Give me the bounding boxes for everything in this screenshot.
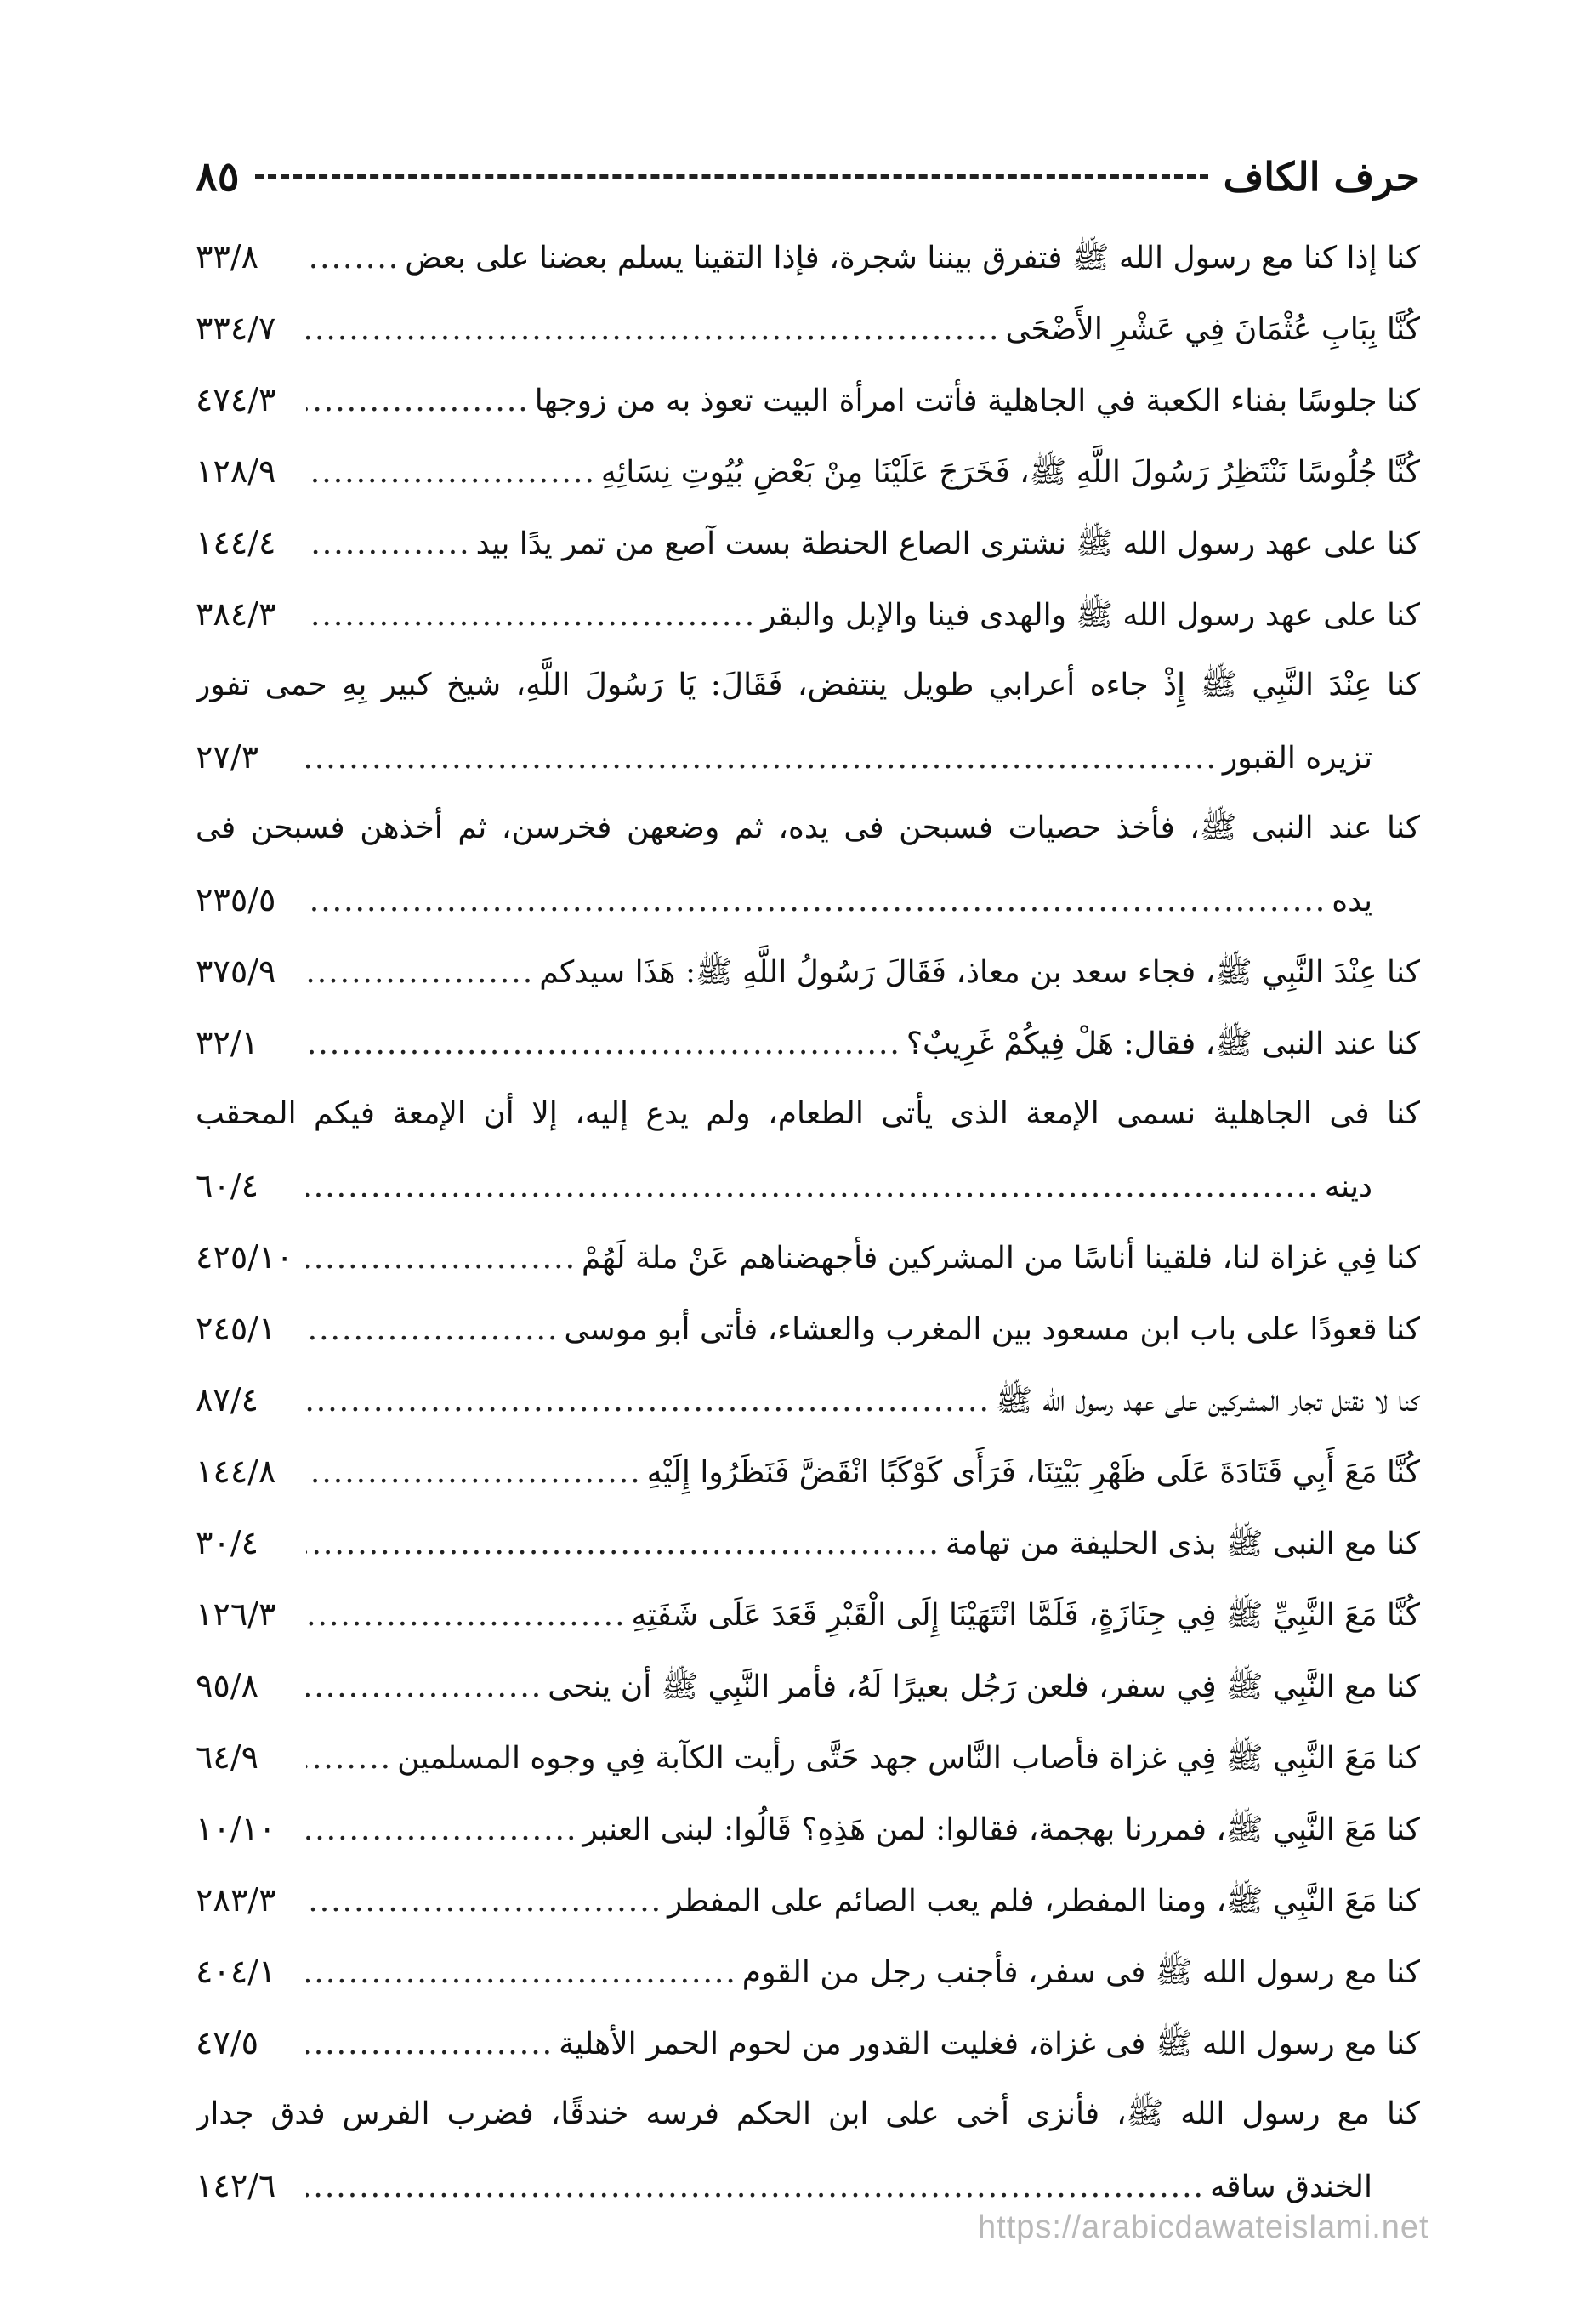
entry-reference: ٣٨٤/٣ bbox=[196, 595, 276, 633]
dot-leader bbox=[306, 1366, 996, 1436]
entry-reference: ١٠/١٠ bbox=[196, 1810, 276, 1847]
dot-leader bbox=[306, 1866, 667, 1936]
header-divider bbox=[255, 174, 1208, 179]
dot-leader bbox=[306, 723, 1223, 793]
entry-text: كنا إذا كنا مع رسول الله ﷺ فتفرق بيننا شجرة، فإذا التقينا يسلم بعضنا على بعض bbox=[405, 241, 1420, 276]
dot-leader bbox=[306, 1009, 906, 1078]
entry-line bbox=[196, 1007, 1420, 1078]
dot-leader bbox=[306, 437, 601, 507]
index-entry bbox=[196, 435, 1420, 507]
dot-leader bbox=[306, 1723, 397, 1793]
index-entry bbox=[196, 1436, 1420, 1507]
dot-leader bbox=[306, 1580, 632, 1650]
index-entry bbox=[196, 1864, 1420, 1936]
entry-reference: ٢٣٥/٥ bbox=[196, 881, 276, 918]
dot-leader bbox=[306, 866, 1332, 935]
entry-text: كُنَّا مَعَ أَبِي قَتَادَةَ عَلَى ظَهْرِ بَيْتِنَا، فَرَأَى كَوْكَبًا انْقَضَّ فَنَظَرُوا إِلَيْهِ bbox=[646, 1455, 1420, 1490]
entry-text: كنا مع رسول الله ﷺ، فأنزى أخى على ابن الحكم فرسه خندقًا، فضرب الفرس فدق جدار bbox=[196, 2096, 1420, 2131]
dot-leader bbox=[306, 223, 405, 293]
entry-line bbox=[196, 364, 1420, 435]
dot-leader bbox=[306, 2009, 559, 2078]
entry-reference: ٣٣/٨ bbox=[196, 238, 259, 276]
index-entry bbox=[196, 935, 1420, 1007]
entry-text: كنا مَعَ النَّبِي ﷺ، ومنا المفطر، فلم يعب الصائم على المفطر bbox=[667, 1884, 1420, 1919]
dot-leader bbox=[306, 1294, 564, 1364]
dot-leader bbox=[306, 366, 535, 435]
dot-leader bbox=[306, 1937, 742, 2007]
entry-line bbox=[196, 2078, 1420, 2150]
dot-leader bbox=[306, 937, 539, 1007]
dot-leader bbox=[306, 1437, 647, 1507]
entry-line bbox=[196, 507, 1420, 578]
entry-reference: ١٤٤/٨ bbox=[196, 1453, 276, 1490]
entry-reference: ١٤٢/٦ bbox=[196, 2167, 276, 2204]
entry-reference: ٩٥/٨ bbox=[196, 1667, 259, 1704]
index-entry bbox=[196, 793, 1420, 935]
entry-text: كنا عند النبى ﷺ، فقال: هَلْ فِيكُمْ غَرِيبٌ؟ bbox=[906, 1026, 1420, 1061]
entry-text: كُنَّا جُلُوسًا نَنْتَظِرُ رَسُولَ اللَّهِ ﷺ، فَخَرَجَ عَلَيْنَا مِنْ بَعْضِ بُيُوتِ نِسَائِهِ bbox=[600, 455, 1420, 490]
entry-text: كُنَّا مَعَ النَّبِيِّ ﷺ فِي جِنَازَةٍ، فَلَمَّا انْتَهَيْنَا إِلَى الْقَبْرِ قَعَدَ عَلَى شَفَتِهِ bbox=[631, 1598, 1420, 1633]
entry-text: كنا مع النَّبِي ﷺ فِي سفر، فلعن رَجُل بعيرًا لَهُ، فأمر النَّبِي ﷺ أن ينحى bbox=[548, 1669, 1420, 1704]
entry-reference: ١٢٦/٣ bbox=[196, 1595, 276, 1633]
entry-text: كنا مَعَ النَّبِي ﷺ، فمررنا بهجمة، فقالوا: لمن هَذِهِ؟ قَالُوا: لبنى العنبر bbox=[582, 1812, 1420, 1847]
page-number: ٨٥ bbox=[196, 153, 240, 201]
entry-text: كنا مع رسول الله ﷺ فى سفر، فأجنب رجل من القوم bbox=[741, 1955, 1420, 1990]
dot-leader bbox=[306, 1652, 548, 1721]
index-entry bbox=[196, 650, 1420, 793]
dot-leader bbox=[306, 509, 476, 578]
entry-text: دينه bbox=[1324, 1169, 1372, 1204]
index-entry bbox=[196, 578, 1420, 650]
page-header bbox=[196, 153, 1420, 213]
entry-line bbox=[196, 1150, 1420, 1221]
entry-line bbox=[196, 935, 1420, 1007]
dot-leader bbox=[306, 1794, 582, 1864]
entry-reference: ٢٨٣/٣ bbox=[196, 1881, 276, 1919]
index-entry bbox=[196, 221, 1420, 293]
index-entry bbox=[196, 1721, 1420, 1793]
entry-line bbox=[196, 1221, 1420, 1293]
page bbox=[196, 153, 1420, 2221]
entry-line bbox=[196, 650, 1420, 721]
entry-reference: ١٤٤/٤ bbox=[196, 524, 276, 561]
entry-line bbox=[196, 1864, 1420, 1936]
index-entry bbox=[196, 364, 1420, 435]
entry-line bbox=[196, 864, 1420, 935]
entry-reference: ٢٧/٣ bbox=[196, 738, 259, 776]
entry-line bbox=[196, 1293, 1420, 1364]
entry-text: كنا فى الجاهلية نسمى الإمعة الذى يأتى الطعام، ولم يدع إليه، إلا أن الإمعة فيكم المحقب bbox=[196, 1096, 1420, 1131]
entry-line bbox=[196, 793, 1420, 864]
entry-text: كنا قعودًا على باب ابن مسعود بين المغرب والعشاء، فأتى أبو موسى bbox=[564, 1312, 1420, 1347]
entry-text: كنا عِنْدَ النَّبِي ﷺ إِذْ جاءه أعرابي طويل ينتفض، فَقَالَ: يَا رَسُولَ اللَّهِ، شيخ كبير بِهِ حمى تفور bbox=[196, 668, 1420, 702]
index-entry bbox=[196, 2078, 1420, 2221]
entry-line bbox=[196, 221, 1420, 293]
entry-line bbox=[196, 1936, 1420, 2007]
entry-text: كنا لا نقتل تجار المشركين على عهد رسول الله ﷺ bbox=[995, 1384, 1420, 1419]
entry-reference: ٤٢٥/١٠ bbox=[196, 1238, 293, 1276]
entry-reference: ٢٤٥/١ bbox=[196, 1310, 276, 1347]
dot-leader bbox=[306, 1509, 946, 1578]
entry-text: تزيره القبور bbox=[1222, 741, 1372, 776]
entry-reference: ٣٧٥/٩ bbox=[196, 952, 276, 990]
entry-line bbox=[196, 435, 1420, 507]
index-entry bbox=[196, 1578, 1420, 1650]
dot-leader bbox=[306, 580, 761, 650]
entry-line bbox=[196, 1436, 1420, 1507]
entry-line bbox=[196, 1507, 1420, 1578]
section-title: حرف الكاف bbox=[1223, 154, 1420, 200]
index-entry bbox=[196, 1078, 1420, 1221]
dot-leader bbox=[306, 1151, 1325, 1221]
index-entry bbox=[196, 2007, 1420, 2078]
entry-line bbox=[196, 293, 1420, 364]
entry-line bbox=[196, 1650, 1420, 1721]
entry-line bbox=[196, 578, 1420, 650]
index-entry bbox=[196, 1007, 1420, 1078]
entry-text: كُنَّا بِبَابِ عُثْمَانَ فِي عَشْرِ الأَضْحَى bbox=[1005, 312, 1420, 347]
index-entry bbox=[196, 1936, 1420, 2007]
entry-reference: ١٢٨/٩ bbox=[196, 452, 276, 490]
index-entry bbox=[196, 1293, 1420, 1364]
entry-text: الخندق ساقه bbox=[1210, 2169, 1372, 2204]
entry-text: كنا على عهد رسول الله ﷺ والهدى فينا والإبل والبقر bbox=[761, 598, 1420, 633]
entry-reference: ٣٠/٤ bbox=[196, 1524, 259, 1561]
entry-text: كنا مَعَ النَّبِي ﷺ فِي غزاة فأصاب النَّاس جهد حَتَّى رأيت الكآبة فِي وجوه المسلمين bbox=[397, 1741, 1420, 1776]
entry-text: كنا مع النبى ﷺ بذى الحليفة من تهامة bbox=[945, 1527, 1420, 1561]
index-entries bbox=[196, 221, 1420, 2221]
index-entry bbox=[196, 1507, 1420, 1578]
entry-line bbox=[196, 1721, 1420, 1793]
entry-reference: ٣٣٤/٧ bbox=[196, 310, 276, 347]
entry-text: كنا على عهد رسول الله ﷺ نشترى الصاع الحنطة بست آصع من تمر يدًا بيد bbox=[475, 526, 1420, 561]
entry-text: كنا فِي غزاة لنا، فلقينا أناسًا من المشركين فأجهضناهم عَنْ ملة لَهُمْ bbox=[582, 1241, 1420, 1276]
entry-text: كنا عند النبى ﷺ، فأخذ حصيات فسبحن فى يده، ثم وضعهن فخرسن، ثم أخذهن فسبحن فى bbox=[196, 810, 1420, 845]
entry-line bbox=[196, 721, 1420, 793]
entry-text: كنا عِنْدَ النَّبِي ﷺ، فجاء سعد بن معاذ، فَقَالَ رَسُولُ اللَّهِ ﷺ: هَذَا سيدكم bbox=[539, 955, 1420, 990]
index-entry bbox=[196, 1221, 1420, 1293]
index-entry bbox=[196, 1650, 1420, 1721]
watermark: https://arabicdawateislami.net bbox=[978, 2209, 1429, 2245]
entry-line bbox=[196, 1793, 1420, 1864]
entry-reference: ٤٧٤/٣ bbox=[196, 381, 276, 418]
index-entry bbox=[196, 1364, 1420, 1436]
entry-reference: ٨٧/٤ bbox=[196, 1381, 259, 1419]
entry-line bbox=[196, 1364, 1420, 1436]
entry-text: كنا جلوسًا بفناء الكعبة في الجاهلية فأتت امرأة البيت تعوذ به من زوجها bbox=[534, 384, 1420, 418]
dot-leader bbox=[306, 294, 1005, 364]
entry-reference: ٤٠٤/١ bbox=[196, 1953, 276, 1990]
entry-reference: ٤٧/٥ bbox=[196, 2024, 259, 2061]
entry-line bbox=[196, 2007, 1420, 2078]
index-entry bbox=[196, 1793, 1420, 1864]
entry-line bbox=[196, 1578, 1420, 1650]
entry-reference: ٣٢/١ bbox=[196, 1024, 259, 1061]
entry-reference: ٦٠/٤ bbox=[196, 1167, 259, 1204]
entry-text: يده bbox=[1332, 884, 1372, 918]
index-entry bbox=[196, 507, 1420, 578]
entry-reference: ٦٤/٩ bbox=[196, 1738, 259, 1776]
index-entry bbox=[196, 293, 1420, 364]
entry-line bbox=[196, 1078, 1420, 1150]
dot-leader bbox=[306, 1223, 582, 1293]
entry-text: كنا مع رسول الله ﷺ فى غزاة، فغليت القدور من لحوم الحمر الأهلية bbox=[559, 2027, 1420, 2061]
